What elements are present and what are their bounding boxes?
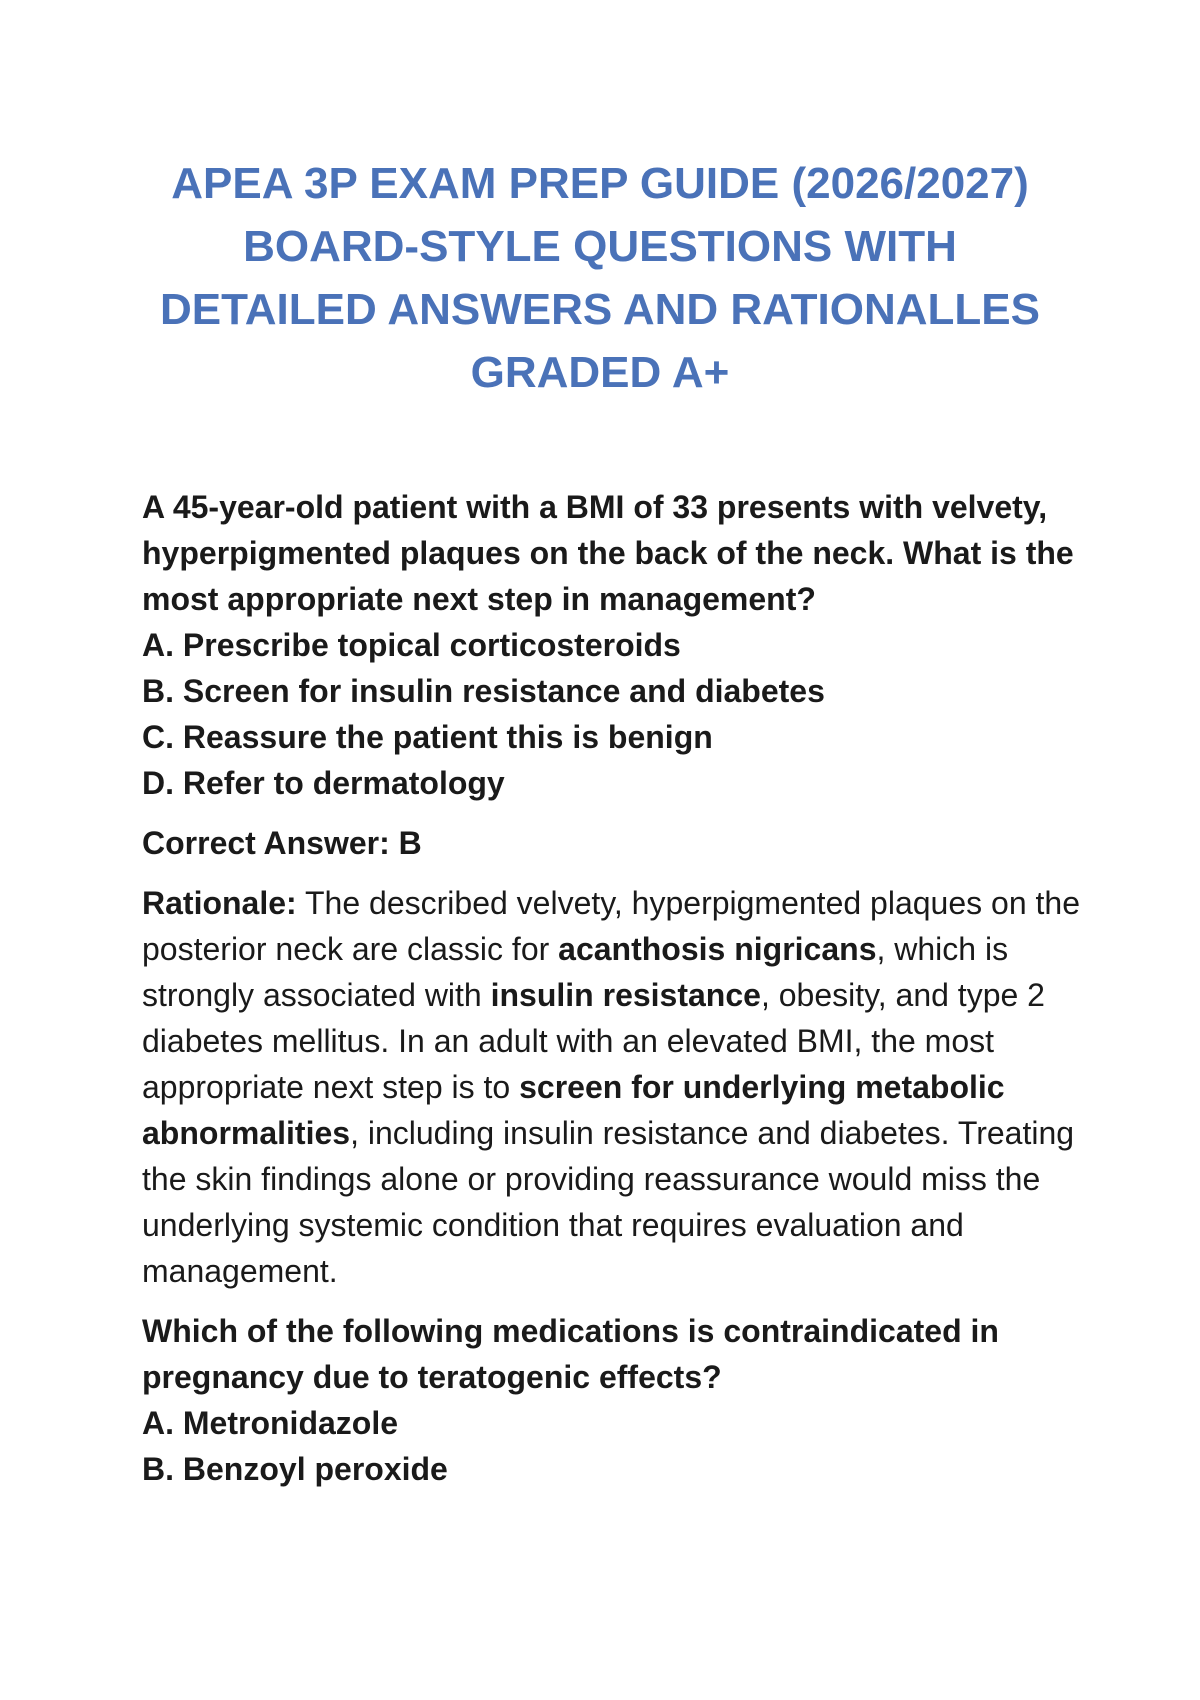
question-1	[142, 484, 1082, 1294]
option-a: A. Metronidazole	[142, 1405, 399, 1441]
rationale-emphasis: screen for underlying metabolic abnormalities	[142, 1069, 1005, 1151]
question-2-text: Which of the following medications is contraindicated in pregnancy due to teratogenic effects?	[142, 1313, 999, 1395]
rationale-emphasis: acanthosis nigricans	[558, 931, 877, 967]
rationale-label: Rationale:	[142, 885, 297, 921]
rationale-text: , including insulin resistance and diabetes. Treating the skin findings alone or providing reassurance would miss the underlying systemic condition that requires evaluation and management.	[142, 1115, 1075, 1289]
rationale-text: , which is strongly associated with	[142, 931, 1009, 1013]
question-2	[142, 1308, 1082, 1492]
title-line: DETAILED ANSWERS AND RATIONALLES	[160, 285, 1040, 334]
rationale-text: , obesity, and type 2 diabetes mellitus. In an adult with an elevated BMI, the most appropriate next step is to	[142, 977, 1045, 1105]
question-2-options	[142, 1400, 1082, 1492]
rationale-emphasis: insulin resistance	[490, 977, 761, 1013]
document-body	[142, 484, 1082, 1492]
question-1-options	[142, 622, 1082, 806]
title-line: APEA 3P EXAM PREP GUIDE (2026/2027)	[171, 159, 1029, 208]
option-b: B. Benzoyl peroxide	[142, 1451, 448, 1487]
option-b: B. Screen for insulin resistance and diabetes	[142, 673, 825, 709]
option-c: C. Reassure the patient this is benign	[142, 719, 713, 755]
option-d: D. Refer to dermatology	[142, 765, 505, 801]
question-1-text: A 45-year-old patient with a BMI of 33 presents with velvety, hyperpigmented plaques on the back of the neck. What is the most appropriate next step in management?	[142, 489, 1074, 617]
title-line: GRADED A+	[470, 348, 730, 397]
rationale-text: The described velvety, hyperpigmented plaques on the posterior neck are classic for	[142, 885, 1080, 967]
correct-answer: Correct Answer: B	[142, 825, 422, 861]
document-title	[120, 152, 1080, 404]
title-line: BOARD-STYLE QUESTIONS WITH	[243, 222, 957, 271]
option-a: A. Prescribe topical corticosteroids	[142, 627, 681, 663]
rationale	[142, 880, 1082, 1294]
